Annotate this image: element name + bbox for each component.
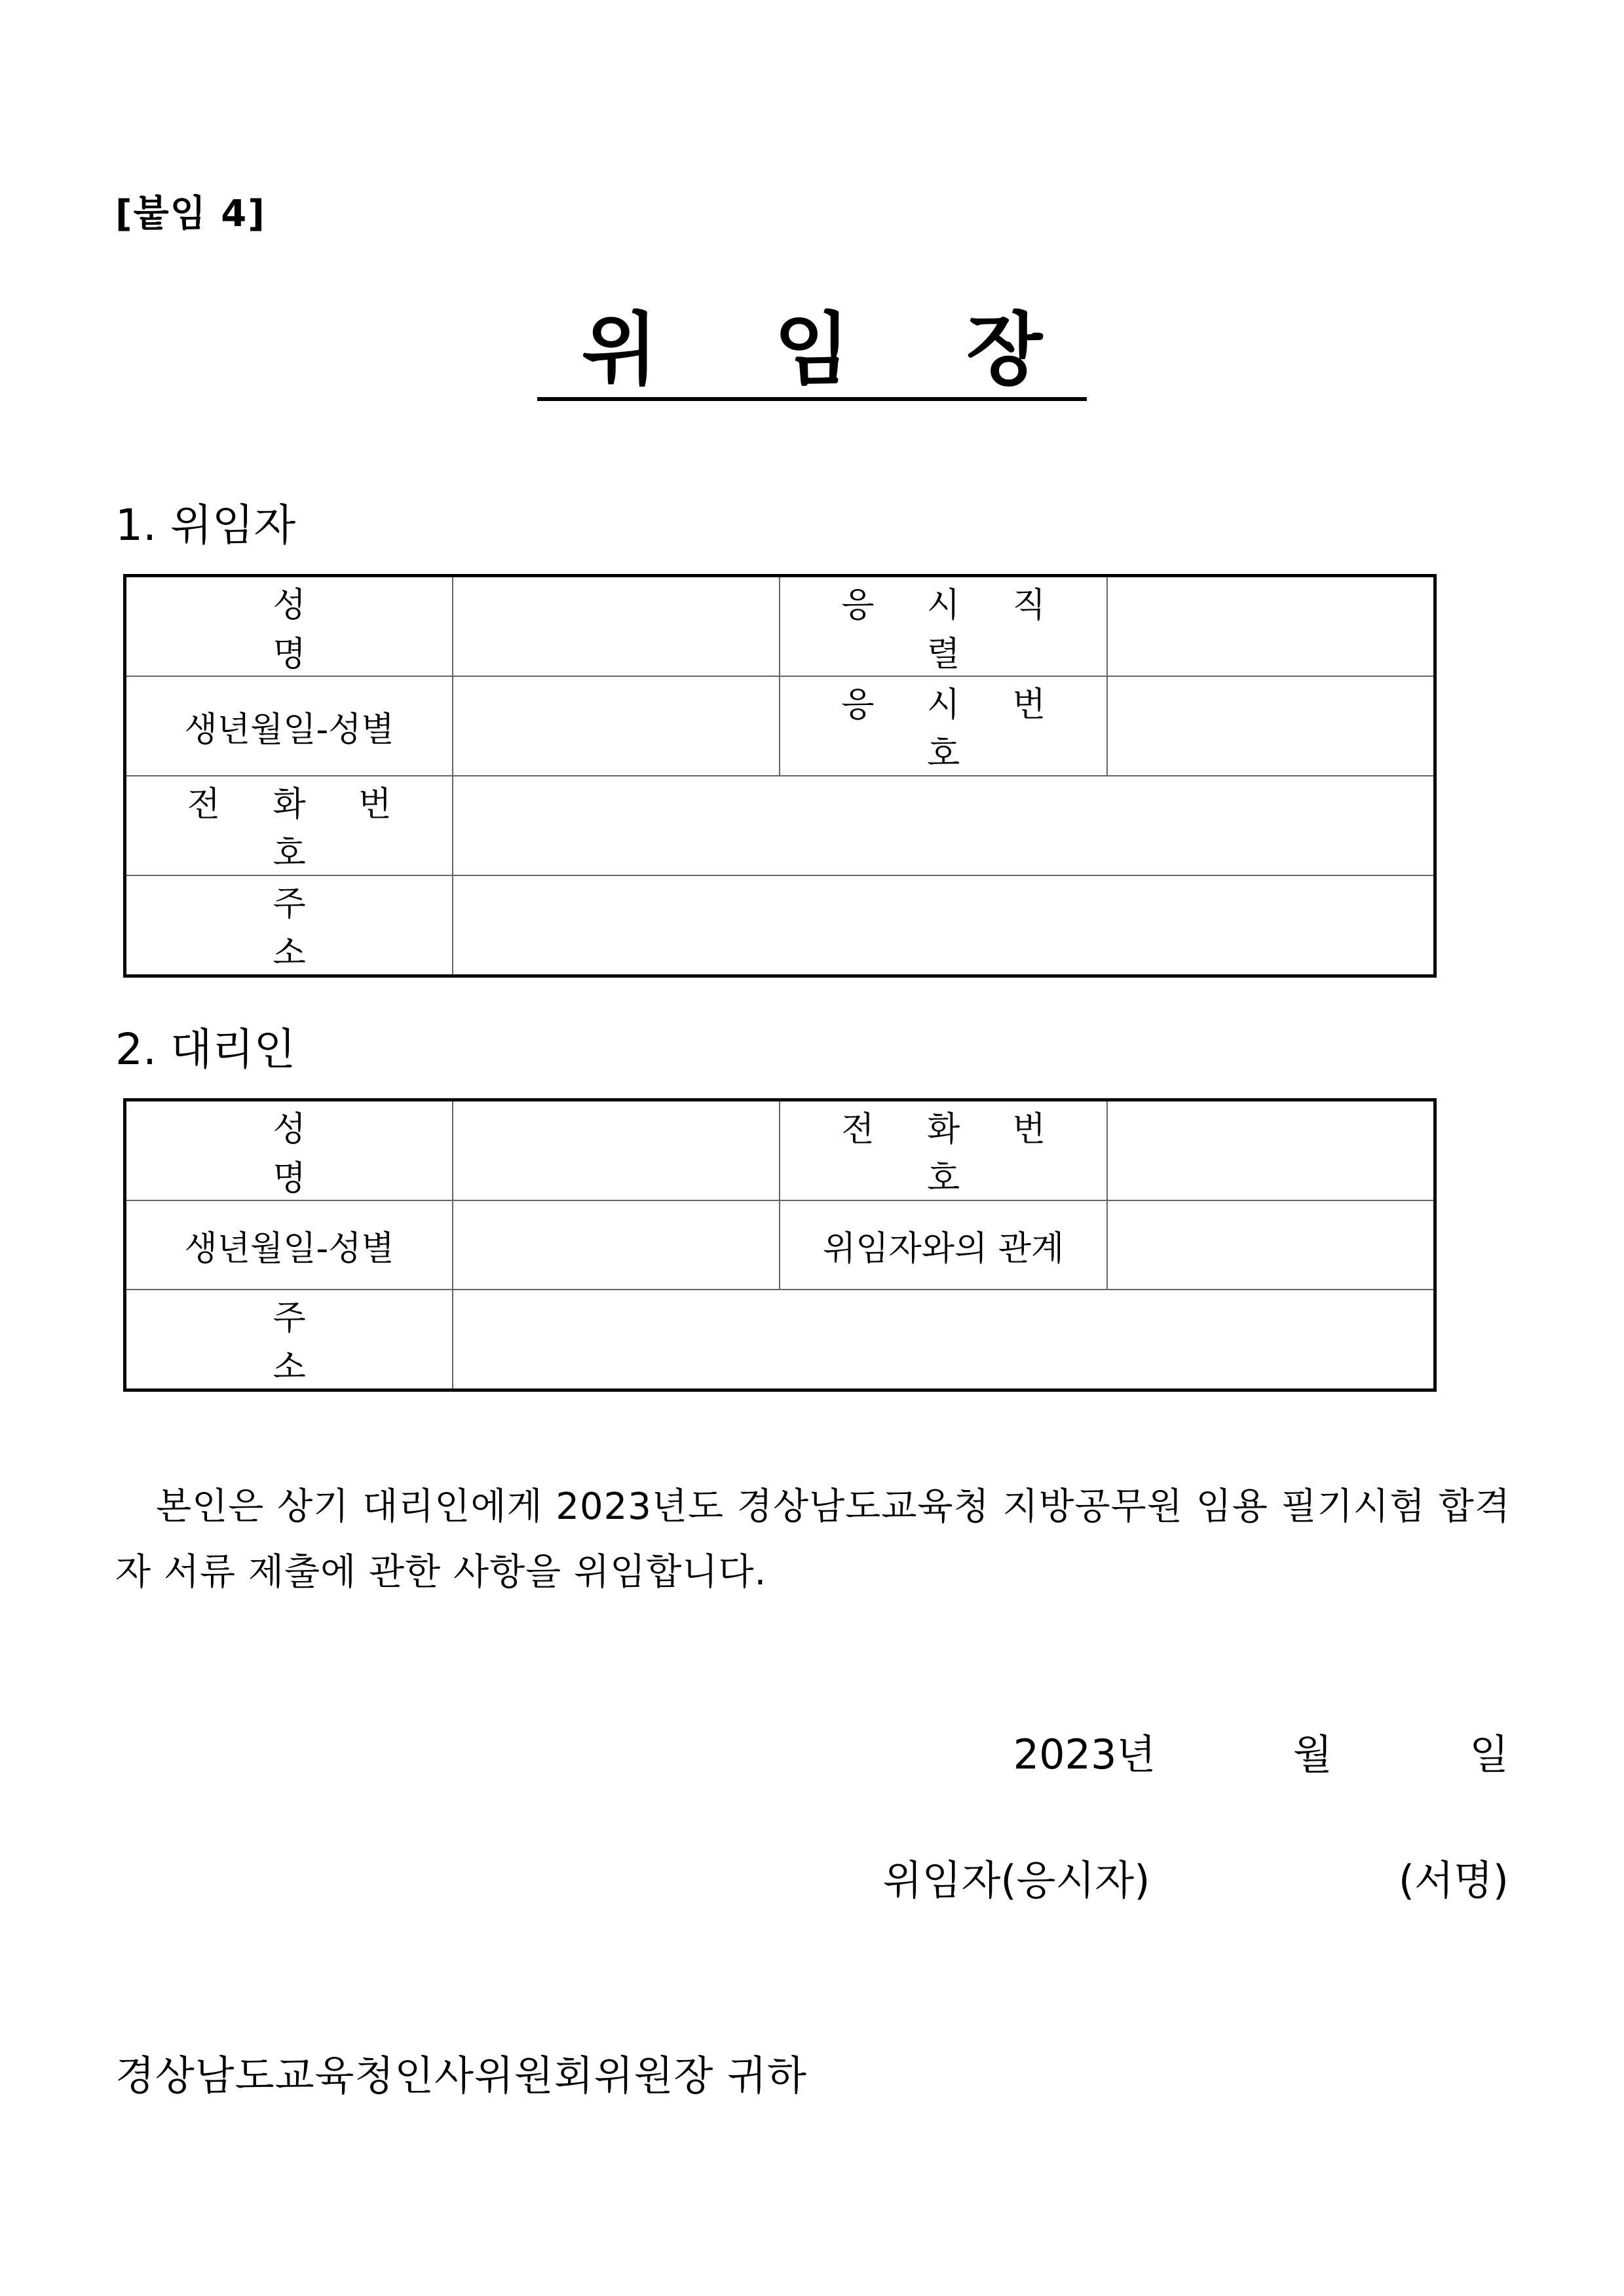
signature-placeholder: (서명) — [1398, 1856, 1509, 1904]
label-phone: 전 화 번 호 — [780, 1100, 1106, 1201]
label-exam-category: 응 시 직 렬 — [780, 576, 1106, 677]
attachment-label: [붙임 4] — [115, 193, 266, 235]
delegation-statement: 본인은 상기 대리인에게 2023년도 경상남도교육청 지방공무원 임용 필기시험 합격자 서류 제출에 관한 사항을 위임합니다. — [115, 1485, 1511, 1594]
address-field[interactable] — [453, 875, 1435, 976]
date-year: 2023년 — [1013, 1731, 1156, 1778]
table-row — [125, 875, 1435, 976]
label-address: 주 소 — [125, 1290, 453, 1390]
exam-category-field[interactable] — [1107, 576, 1435, 677]
name-field[interactable] — [453, 576, 780, 677]
label-address: 주 소 — [125, 875, 453, 976]
document-title: 위 임 장 — [537, 308, 1087, 401]
document-title-wrap — [0, 305, 1624, 401]
table-row — [125, 776, 1435, 875]
proxy-table — [123, 1098, 1437, 1392]
table-row — [125, 1200, 1435, 1290]
birthdate-gender-field[interactable] — [453, 1200, 780, 1290]
label-exam-number: 응 시 번 호 — [780, 676, 1106, 776]
phone-field[interactable] — [1107, 1100, 1435, 1201]
table-row — [125, 1290, 1435, 1390]
signer-label: 위임자(응시자) — [882, 1856, 1150, 1904]
label-name: 성 명 — [125, 1100, 453, 1201]
relationship-field[interactable] — [1107, 1200, 1435, 1290]
label-birthdate-gender: 생년월일-성별 — [125, 1200, 453, 1290]
section-heading-delegator: 1. 위임자 — [115, 500, 296, 550]
name-field[interactable] — [453, 1100, 780, 1201]
label-name: 성 명 — [125, 576, 453, 677]
birthdate-gender-field[interactable] — [453, 676, 780, 776]
date-month: 월 — [1293, 1731, 1332, 1778]
date-line — [1013, 1722, 1509, 1780]
table-row — [125, 676, 1435, 776]
label-relationship: 위임자와의 관계 — [780, 1200, 1106, 1290]
phone-field[interactable] — [453, 776, 1435, 875]
signer-line — [883, 1848, 1509, 1906]
exam-number-field[interactable] — [1107, 676, 1435, 776]
recipient: 경상남도교육청인사위원회위원장 귀하 — [115, 2052, 807, 2099]
label-birthdate-gender: 생년월일-성별 — [125, 676, 453, 776]
delegator-table — [123, 574, 1437, 978]
table-row — [125, 1100, 1435, 1201]
label-phone: 전 화 번 호 — [125, 776, 453, 875]
section-heading-proxy: 2. 대리인 — [115, 1024, 296, 1075]
date-day: 일 — [1469, 1731, 1509, 1778]
table-row — [125, 576, 1435, 677]
address-field[interactable] — [453, 1290, 1435, 1390]
